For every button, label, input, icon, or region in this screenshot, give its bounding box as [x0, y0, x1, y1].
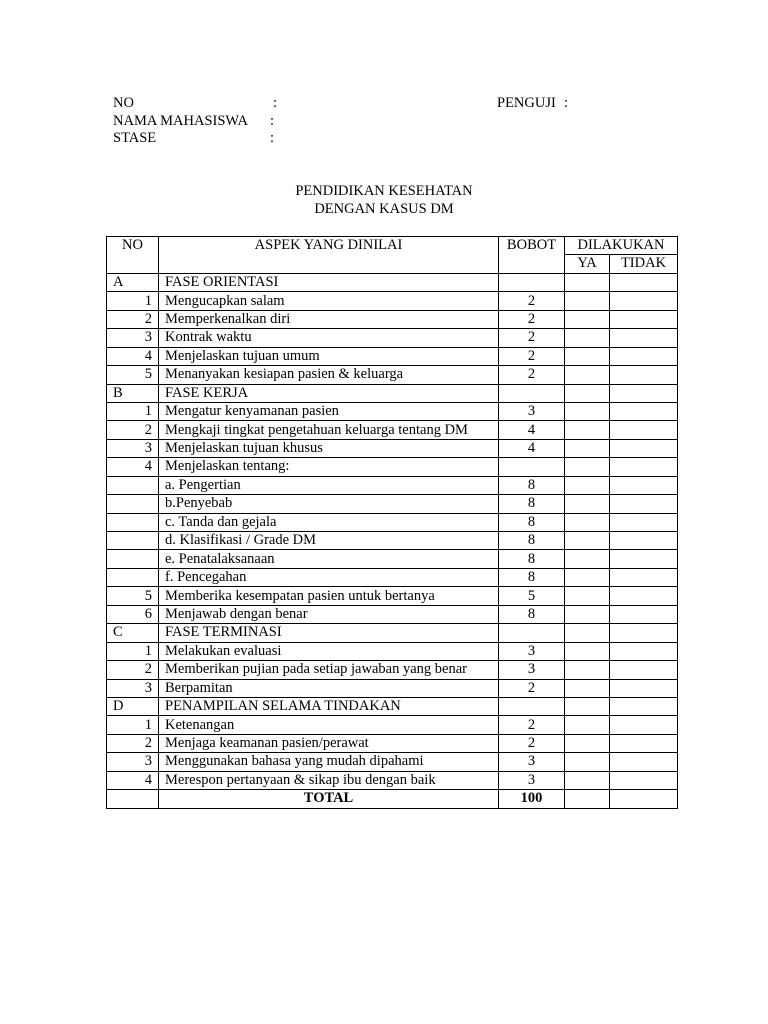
row-bobot: 2: [499, 366, 565, 384]
table-row: [107, 439, 678, 457]
row-aspek: d. Klasifikasi / Grade DM: [159, 532, 499, 550]
table-row: [107, 292, 678, 310]
row-aspek: f. Pencegahan: [159, 568, 499, 586]
table-row: [107, 532, 678, 550]
row-ya-cell: [565, 550, 610, 568]
row-tidak-cell: [610, 605, 678, 623]
row-number: [107, 568, 159, 586]
table-row: [107, 753, 678, 771]
table-row: [107, 402, 678, 420]
no-label: NO: [113, 95, 134, 111]
table-row: [107, 642, 678, 660]
row-bobot: 5: [499, 587, 565, 605]
total-no-cell: [107, 790, 159, 808]
table-row: [107, 329, 678, 347]
row-bobot: 8: [499, 476, 565, 494]
header-aspek: ASPEK YANG DINILAI: [159, 237, 499, 274]
row-number: 2: [107, 661, 159, 679]
row-bobot: 8: [499, 532, 565, 550]
row-ya-cell: [565, 384, 610, 402]
row-number: C: [107, 624, 159, 642]
row-bobot: 8: [499, 568, 565, 586]
row-ya-cell: [565, 476, 610, 494]
row-aspek: Menjelaskan tujuan umum: [159, 347, 499, 365]
row-ya-cell: [565, 402, 610, 420]
row-aspek: FASE TERMINASI: [159, 624, 499, 642]
table-row: [107, 679, 678, 697]
row-bobot: [499, 273, 565, 291]
row-aspek: Melakukan evaluasi: [159, 642, 499, 660]
row-ya-cell: [565, 421, 610, 439]
header-dilakukan: DILAKUKAN: [565, 237, 678, 255]
row-aspek: FASE ORIENTASI: [159, 273, 499, 291]
row-ya-cell: [565, 495, 610, 513]
row-tidak-cell: [610, 513, 678, 531]
row-number: 4: [107, 771, 159, 789]
row-tidak-cell: [610, 366, 678, 384]
row-ya-cell: [565, 697, 610, 715]
row-tidak-cell: [610, 458, 678, 476]
row-number: D: [107, 697, 159, 715]
row-bobot: 2: [499, 347, 565, 365]
row-aspek: FASE KERJA: [159, 384, 499, 402]
row-bobot: 4: [499, 421, 565, 439]
row-tidak-cell: [610, 679, 678, 697]
row-tidak-cell: [610, 568, 678, 586]
row-number: [107, 532, 159, 550]
row-number: 2: [107, 310, 159, 328]
row-bobot: [499, 624, 565, 642]
row-bobot: 3: [499, 661, 565, 679]
assessment-table: [106, 236, 678, 809]
row-number: 5: [107, 366, 159, 384]
table-row: [107, 421, 678, 439]
row-tidak-cell: [610, 329, 678, 347]
row-number: 5: [107, 587, 159, 605]
row-bobot: 2: [499, 310, 565, 328]
table-row: [107, 661, 678, 679]
row-aspek: b.Penyebab: [159, 495, 499, 513]
row-number: 3: [107, 439, 159, 457]
table-row: [107, 458, 678, 476]
header-no: NO: [107, 237, 159, 274]
stase-label: STASE: [113, 130, 157, 146]
row-aspek: Mengkaji tingkat pengetahuan keluarga tentang DM: [159, 421, 499, 439]
row-tidak-cell: [610, 292, 678, 310]
row-number: 1: [107, 716, 159, 734]
row-bobot: 2: [499, 329, 565, 347]
row-aspek: e. Penatalaksanaan: [159, 550, 499, 568]
row-aspek: Menjawab dengan benar: [159, 605, 499, 623]
row-tidak-cell: [610, 550, 678, 568]
row-ya-cell: [565, 661, 610, 679]
row-ya-cell: [565, 458, 610, 476]
row-tidak-cell: [610, 734, 678, 752]
row-aspek: Menjaga keamanan pasien/perawat: [159, 734, 499, 752]
table-row: [107, 605, 678, 623]
table-row: [107, 366, 678, 384]
table-row: [107, 550, 678, 568]
row-ya-cell: [565, 771, 610, 789]
row-ya-cell: [565, 753, 610, 771]
row-bobot: 3: [499, 771, 565, 789]
row-number: 6: [107, 605, 159, 623]
row-tidak-cell: [610, 716, 678, 734]
row-tidak-cell: [610, 642, 678, 660]
no-colon: :: [273, 95, 278, 111]
section-row: [107, 273, 678, 291]
table-row: [107, 734, 678, 752]
row-ya-cell: [565, 273, 610, 291]
row-tidak-cell: [610, 624, 678, 642]
row-bobot: 8: [499, 605, 565, 623]
table-row: [107, 347, 678, 365]
row-ya-cell: [565, 329, 610, 347]
row-aspek: Memperkenalkan diri: [159, 310, 499, 328]
row-ya-cell: [565, 679, 610, 697]
row-aspek: Merespon pertanyaan & sikap ibu dengan baik: [159, 771, 499, 789]
row-number: 2: [107, 421, 159, 439]
table-row: [107, 476, 678, 494]
row-bobot: 8: [499, 495, 565, 513]
row-number: 3: [107, 753, 159, 771]
nama-mahasiswa-colon: :: [270, 113, 275, 129]
row-aspek: Memberika kesempatan pasien untuk bertanya: [159, 587, 499, 605]
row-tidak-cell: [610, 310, 678, 328]
row-bobot: 2: [499, 734, 565, 752]
row-bobot: [499, 458, 565, 476]
row-number: [107, 495, 159, 513]
header-tidak: TIDAK: [610, 255, 678, 273]
penguji-colon: :: [564, 95, 569, 111]
row-number: [107, 550, 159, 568]
row-aspek: Berpamitan: [159, 679, 499, 697]
row-bobot: [499, 384, 565, 402]
row-ya-cell: [565, 716, 610, 734]
row-number: 1: [107, 402, 159, 420]
table-row: [107, 495, 678, 513]
header-ya: YA: [565, 255, 610, 273]
row-ya-cell: [565, 366, 610, 384]
row-tidak-cell: [610, 532, 678, 550]
row-aspek: Ketenangan: [159, 716, 499, 734]
document-title: PENDIDIKAN KESEHATAN: [295, 183, 473, 199]
penguji-label: PENGUJI: [497, 95, 556, 111]
document-subtitle: DENGAN KASUS DM: [314, 201, 454, 217]
row-bobot: [499, 697, 565, 715]
row-number: 4: [107, 458, 159, 476]
row-ya-cell: [565, 532, 610, 550]
row-bobot: 8: [499, 513, 565, 531]
row-ya-cell: [565, 568, 610, 586]
row-aspek: Menanyakan kesiapan pasien & keluarga: [159, 366, 499, 384]
total-tidak-cell: [610, 790, 678, 808]
row-number: [107, 513, 159, 531]
row-ya-cell: [565, 624, 610, 642]
row-ya-cell: [565, 587, 610, 605]
row-aspek: c. Tanda dan gejala: [159, 513, 499, 531]
row-aspek: Mengatur kenyamanan pasien: [159, 402, 499, 420]
row-ya-cell: [565, 513, 610, 531]
row-number: 4: [107, 347, 159, 365]
row-number: B: [107, 384, 159, 402]
row-number: A: [107, 273, 159, 291]
row-aspek: PENAMPILAN SELAMA TINDAKAN: [159, 697, 499, 715]
row-bobot: 2: [499, 292, 565, 310]
row-tidak-cell: [610, 661, 678, 679]
row-ya-cell: [565, 605, 610, 623]
row-ya-cell: [565, 310, 610, 328]
total-row: [107, 790, 678, 808]
row-bobot: 2: [499, 716, 565, 734]
row-number: 3: [107, 329, 159, 347]
row-tidak-cell: [610, 476, 678, 494]
row-aspek: Menjelaskan tentang:: [159, 458, 499, 476]
row-ya-cell: [565, 347, 610, 365]
table-row: [107, 716, 678, 734]
row-number: 1: [107, 642, 159, 660]
row-bobot: 4: [499, 439, 565, 457]
row-aspek: Menggunakan bahasa yang mudah dipahami: [159, 753, 499, 771]
header-bobot: BOBOT: [499, 237, 565, 274]
row-tidak-cell: [610, 771, 678, 789]
row-aspek: Mengucapkan salam: [159, 292, 499, 310]
table-row: [107, 568, 678, 586]
row-ya-cell: [565, 734, 610, 752]
total-ya-cell: [565, 790, 610, 808]
row-tidak-cell: [610, 697, 678, 715]
row-ya-cell: [565, 642, 610, 660]
row-aspek: Memberikan pujian pada setiap jawaban yang benar: [159, 661, 499, 679]
total-value: 100: [499, 790, 565, 808]
section-row: [107, 384, 678, 402]
row-bobot: 2: [499, 679, 565, 697]
row-tidak-cell: [610, 439, 678, 457]
row-number: 2: [107, 734, 159, 752]
row-tidak-cell: [610, 753, 678, 771]
row-bobot: 3: [499, 642, 565, 660]
row-number: 1: [107, 292, 159, 310]
row-ya-cell: [565, 292, 610, 310]
row-aspek: Kontrak waktu: [159, 329, 499, 347]
row-ya-cell: [565, 439, 610, 457]
row-bobot: 8: [499, 550, 565, 568]
row-tidak-cell: [610, 402, 678, 420]
row-number: 3: [107, 679, 159, 697]
row-tidak-cell: [610, 273, 678, 291]
row-tidak-cell: [610, 347, 678, 365]
section-row: [107, 624, 678, 642]
stase-colon: :: [270, 130, 275, 146]
row-bobot: 3: [499, 753, 565, 771]
row-aspek: a. Pengertian: [159, 476, 499, 494]
section-row: [107, 697, 678, 715]
table-row: [107, 587, 678, 605]
total-label: TOTAL: [159, 790, 499, 808]
row-number: [107, 476, 159, 494]
row-tidak-cell: [610, 495, 678, 513]
nama-mahasiswa-label: NAMA MAHASISWA: [113, 113, 248, 129]
table-row: [107, 513, 678, 531]
row-tidak-cell: [610, 421, 678, 439]
row-tidak-cell: [610, 587, 678, 605]
row-tidak-cell: [610, 384, 678, 402]
row-bobot: 3: [499, 402, 565, 420]
row-aspek: Menjelaskan tujuan khusus: [159, 439, 499, 457]
table-row: [107, 771, 678, 789]
table-row: [107, 310, 678, 328]
